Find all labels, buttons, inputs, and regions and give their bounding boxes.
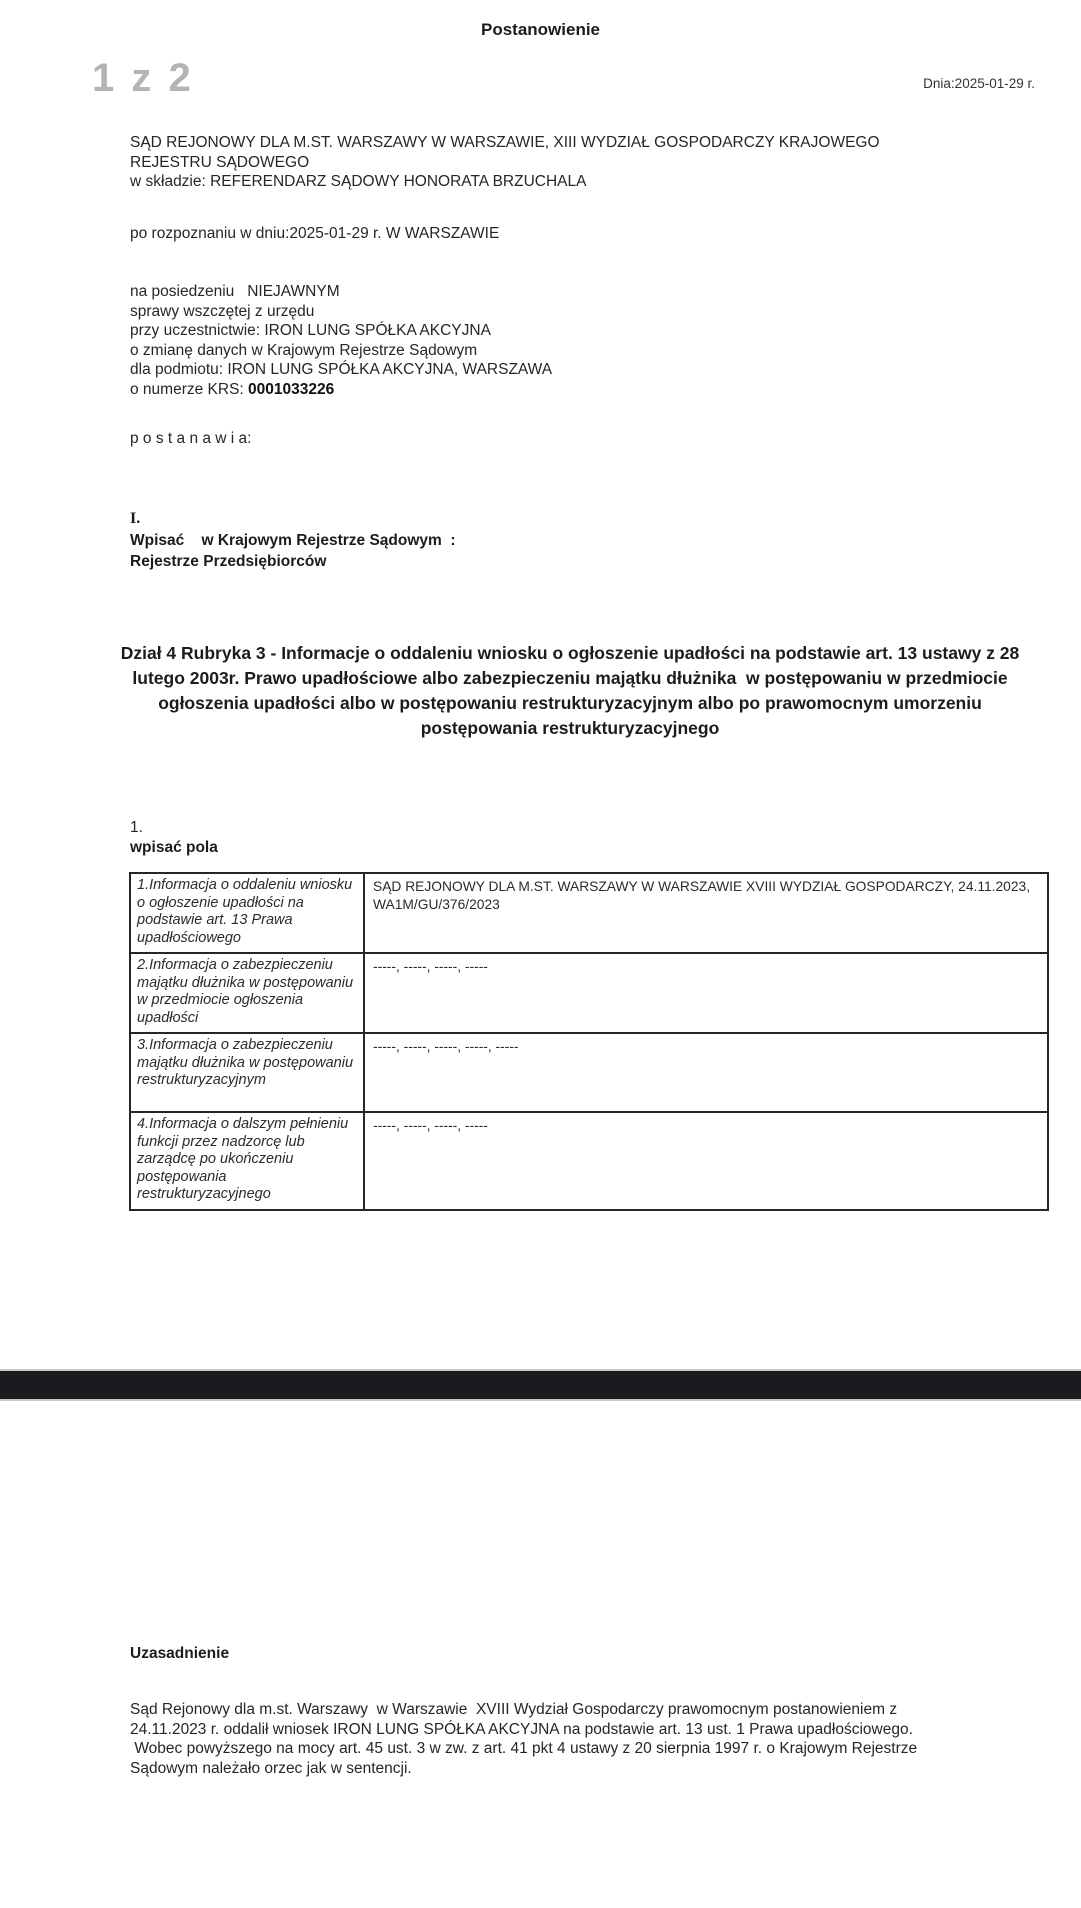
fields-table [129, 872, 1049, 1211]
justification-body [130, 1700, 955, 1778]
court-composition: w składzie: REFERENDARZ SĄDOWY HONORATA BRZUCHALA [130, 173, 587, 190]
krs-prefix: o numerze KRS: [130, 380, 249, 398]
table-row [131, 952, 1047, 1032]
entity-line: dla podmiotu: IRON LUNG SPÓŁKA AKCYJNA, WARSZAWA [130, 361, 553, 378]
court-block [130, 133, 960, 192]
field-label-cell: 1.Informacja o oddaleniu wniosku o ogłoszenie upadłości na podstawie art. 13 Prawa upadłościowego [131, 874, 365, 952]
participant-line: przy uczestnictwie: IRON LUNG SPÓŁKA AKCYJNA [130, 322, 491, 339]
subsection-number: 1. [130, 819, 143, 836]
table-row [131, 1111, 1047, 1209]
krs-line [130, 380, 960, 400]
register-line: Rejestrze Przedsiębiorców [130, 553, 327, 570]
hearing-line: po rozpoznaniu w dniu:2025-01-29 r. W WARSZAWIE [130, 225, 500, 242]
field-value-cell: SĄD REJONOWY DLA M.ST. WARSZAWY W WARSZAWIE XVIII WYDZIAŁ GOSPODARCZY, 24.11.2023, WA1M/GU/376/2023 [373, 879, 1031, 912]
initiation-line: sprawy wszczętej z urzędu [130, 302, 315, 320]
subject-line: o zmianę danych w Krajowym Rejestrze Sądowym [130, 341, 478, 359]
subsection-block [130, 818, 218, 858]
field-value-cell: -----, -----, -----, -----, ----- [373, 1039, 519, 1054]
date-line: Dnia:2025-01-29 r. [923, 76, 1035, 91]
justification-title: Uzasadnienie [130, 1645, 230, 1662]
court-name: SĄD REJONOWY DLA M.ST. WARSZAWY W WARSZAWIE, XIII WYDZIAŁ GOSPODARCZY KRAJOWEGO REJESTRU SĄDOWEGO [130, 134, 884, 171]
decides-word: p o s t a n a w i a: [130, 430, 252, 447]
field-value-cell: -----, -----, -----, ----- [373, 1118, 488, 1133]
page-break-separator [0, 1369, 1081, 1401]
justification-paragraph: Wobec powyższego na mocy art. 45 ust. 3 w zw. z art. 41 pkt 4 ustawy z 20 sierpnia 1997 r. o Krajowym Rejestrze Sądowym należało orzec jak w sentencji. [130, 1740, 922, 1777]
case-block [130, 282, 960, 399]
justification-paragraph: Sąd Rejonowy dla m.st. Warszawy w Warszawie XVIII Wydział Gospodarczy prawomocnym postanowieniem z 24.11.2023 r. oddalił wniosek IRON LUNG SPÓŁKA AKCYJNA na podstawie art. 13 ust. 1 Prawa upadłościowego. [130, 1701, 913, 1738]
session-line: na posiedzeniu NIEJAWNYM [130, 283, 340, 300]
field-label-cell: 4.Informacja o dalszym pełnieniu funkcji przez nadzorcę lub zarządcę po ukończeniu postępowania restrukturyzacyjnego [131, 1113, 365, 1209]
rubric-heading: Dział 4 Rubryka 3 - Informacje o oddaleniu wniosku o ogłoszenie upadłości na podstawie art. 13 ustawy z 28 lutego 2003r. Prawo upadłościowe albo zabezpieczeniu majątku dłużnika w postępowaniu w przedmiocie ogłoszenia upadłości albo w postępowaniu restrukturyzacyjnym albo po prawomocnym umorzeniu postępowania restrukturyzacyjnego [120, 643, 1025, 738]
document-title: Postanowienie [480, 20, 601, 39]
krs-number: 0001033226 [248, 380, 335, 398]
table-row [131, 1032, 1047, 1111]
subsection-label: wpisać pola [130, 839, 218, 856]
field-label-cell: 2.Informacja o zabezpieczeniu majątku dłużnika w postępowaniu w przedmiocie ogłoszenia upadłości [131, 954, 365, 1032]
field-label-cell: 3.Informacja o zabezpieczeniu majątku dłużnika w postępowaniu restrukturyzacyjnym [131, 1034, 365, 1111]
section-block [130, 508, 830, 572]
section-numeral: I. [130, 510, 141, 527]
field-value-cell: -----, -----, -----, ----- [373, 959, 488, 974]
page-indicator: 1 z 2 [92, 56, 194, 100]
order-line: Wpisać w Krajowym Rejestrze Sądowym : [130, 532, 456, 549]
table-row [131, 874, 1047, 952]
